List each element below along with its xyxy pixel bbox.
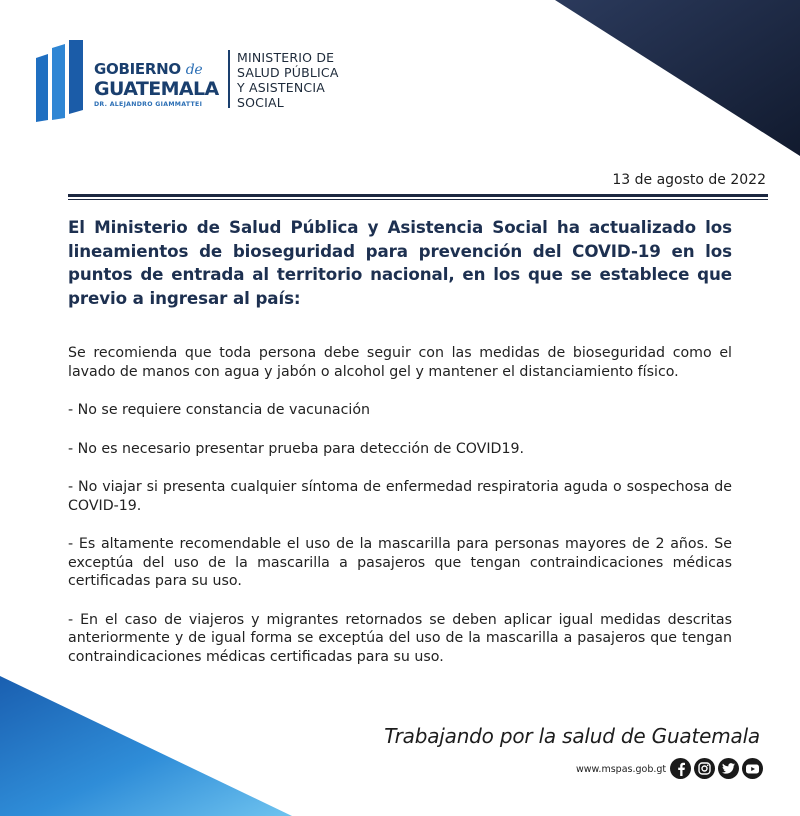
twitter-icon[interactable] — [718, 758, 739, 779]
ministry-line: SALUD PÚBLICA — [237, 65, 339, 80]
header-rule-thin — [68, 199, 768, 200]
instagram-icon[interactable] — [694, 758, 715, 779]
facebook-icon[interactable] — [670, 758, 691, 779]
list-item: - Es altamente recomendable el uso de la mascarilla para personas mayores de 2 años. Se exceptúa del uso de la mascarilla a pasajeros que tengan contraindicaciones médicas certificadas para su uso. — [68, 536, 732, 589]
ministry-line: Y ASISTENCIA — [237, 80, 325, 95]
slogan: Trabajando por la salud de Guatemala — [384, 724, 760, 748]
bottom-left-corner-shape — [0, 676, 292, 816]
headline: El Ministerio de Salud Pública y Asistencia Social ha actualizado los lineamientos de bioseguridad para prevención del COVID-19 en los puntos de entrada al territorio nacional, en los que se establece que previo a ingresar al país: — [68, 217, 732, 308]
social-icons — [670, 758, 763, 779]
youtube-icon[interactable] — [742, 758, 763, 779]
website-link[interactable]: www.mspas.gob.gt — [576, 764, 667, 775]
gobierno-logo-icon — [36, 40, 84, 122]
ministry-name — [237, 50, 339, 110]
ministry-line: MINISTERIO DE — [237, 50, 335, 65]
ministry-line: SOCIAL — [237, 95, 284, 110]
logo-divider — [228, 50, 230, 108]
list-item: - En el caso de viajeros y migrantes retornados se deben aplicar igual medidas descritas anteriormente y de igual forma se exceptúa del uso de la mascarilla a pasajeros que tengan contraindicaciones médicas certificadas para su uso. — [68, 611, 732, 665]
logo-de: de — [185, 62, 203, 78]
publication-date: 13 de agosto de 2022 — [612, 172, 766, 188]
gobierno-logo — [94, 60, 219, 108]
intro-paragraph: Se recomienda que toda persona debe seguir con las medidas de bioseguridad como el lavado de manos con agua y jabón o alcohol gel y mantener el distanciamiento físico. — [68, 345, 732, 380]
logo-gobierno: GOBIERNO — [94, 60, 181, 78]
logo-gobierno-line — [94, 60, 219, 79]
top-right-corner-shape — [555, 0, 800, 156]
list-item: - No viajar si presenta cualquier síntoma de enfermedad respiratoria aguda o sospechosa de COVID-19. — [68, 479, 732, 514]
body-text — [68, 344, 732, 686]
list-item: - No se requiere constancia de vacunación — [68, 402, 371, 418]
logo-president: DR. ALEJANDRO GIAMMATTEI — [94, 101, 203, 108]
logo-guatemala: GUATEMALA — [94, 78, 219, 100]
list-item: - No es necesario presentar prueba para detección de COVID19. — [68, 440, 525, 457]
header-rule — [68, 194, 768, 197]
